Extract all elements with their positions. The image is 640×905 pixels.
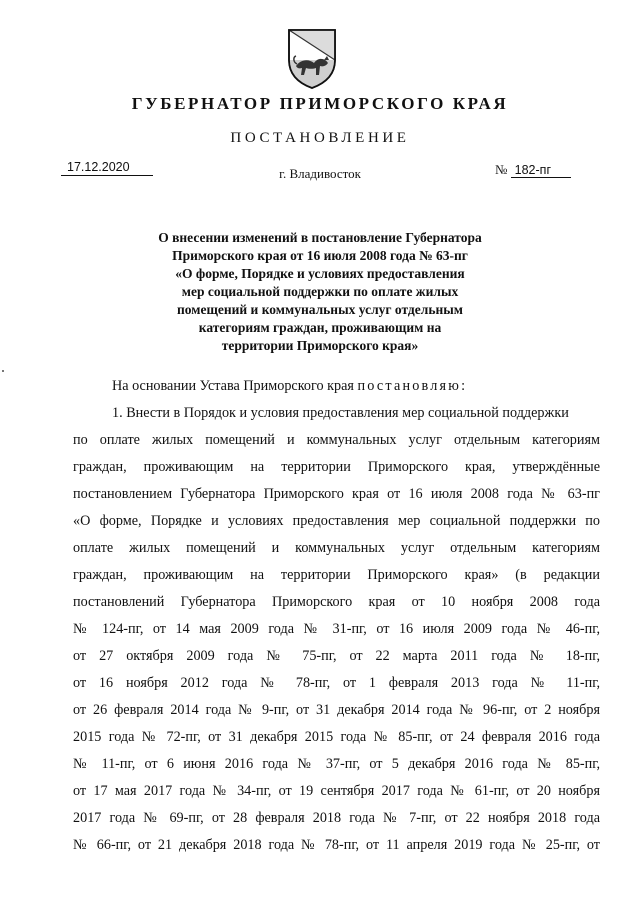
body-line: 1. Внести в Порядок и условия предоставления мер социальной поддержки [112,405,569,421]
subject-line: «О форме, Порядке и условиях предоставления [175,266,465,281]
number-sign: № [495,162,508,177]
scan-speck [2,370,4,372]
body-line: от 16 ноября 2012 года № 78-пг, от 1 февраля 2013 года № 11-пг, [73,675,600,691]
intro-resolve-word: постановляю: [357,378,468,394]
document-number-field [495,162,571,178]
body-line: от 26 февраля 2014 года № 9-пг, от 31 декабря 2014 года № 96-пг, от 2 ноября [73,702,600,718]
body-intro [112,378,600,395]
governor-title: ГУБЕРНАТОР ПРИМОРСКОГО КРАЯ [131,94,509,113]
body-line: постановлением Губернатора Приморского края от 16 июля 2008 года № 63-пг [73,486,600,502]
body-line: по оплате жилых помещений и коммунальных услуг отдельным категориям [73,432,600,448]
body-line: 2015 года № 72-пг, от 31 декабря 2015 года № 85-пг, от 24 февраля 2016 года [73,729,600,745]
document-city: г. Владивосток [279,166,361,181]
document-type: ПОСТАНОВЛЕНИЕ [230,130,410,146]
document-number: 182-пг [511,163,571,178]
body-line: граждан, проживающим на территории Приморского края» (в редакции [73,567,600,583]
subject-line: территории Приморского края» [221,338,419,353]
body-line: от 27 октября 2009 года № 75-пг, от 22 марта 2011 года № 18-пг, [73,648,600,664]
document-date: 17.12.2020 [61,160,153,176]
body-line: «О форме, Порядке и условиях предоставления мер социальной поддержки по [73,513,600,529]
body-line: оплате жилых помещений и коммунальных услуг отдельным категориям [73,540,600,556]
body-line: № 66-пг, от 21 декабря 2018 года № 78-пг, от 11 апреля 2019 года № 25-пг, от [73,837,600,853]
subject-line: О внесении изменений в постановление Губернатора [158,230,482,245]
subject-line: Приморского края от 16 июля 2008 года № 63-пг [172,248,468,263]
subject-line: категориям граждан, проживающим на [198,320,442,335]
body-line: № 11-пг, от 6 июня 2016 года № 37-пг, от 5 декабря 2016 года № 85-пг, [73,756,600,772]
body-line: 2017 года № 69-пг, от 28 февраля 2018 года № 7-пг, от 22 ноября 2018 года [73,810,600,826]
body-line: от 17 мая 2017 года № 34-пг, от 19 сентября 2017 года № 61-пг, от 20 ноября [73,783,600,799]
coat-of-arms-emblem [283,26,341,90]
document-subject [0,229,640,355]
intro-text: На основании Устава Приморского края [112,378,354,394]
subject-line: мер социальной поддержки по оплате жилых [181,284,459,299]
body-line: граждан, проживающим на территории Приморского края, утверждённые [73,459,600,475]
body-line: постановлений Губернатора Приморского края от 10 ноября 2008 года [73,594,600,610]
subject-line: помещений и коммунальных услуг отдельным [177,302,463,317]
body-line: № 124-пг, от 14 мая 2009 года № 31-пг, от 16 июля 2009 года № 46-пг, [73,621,600,637]
